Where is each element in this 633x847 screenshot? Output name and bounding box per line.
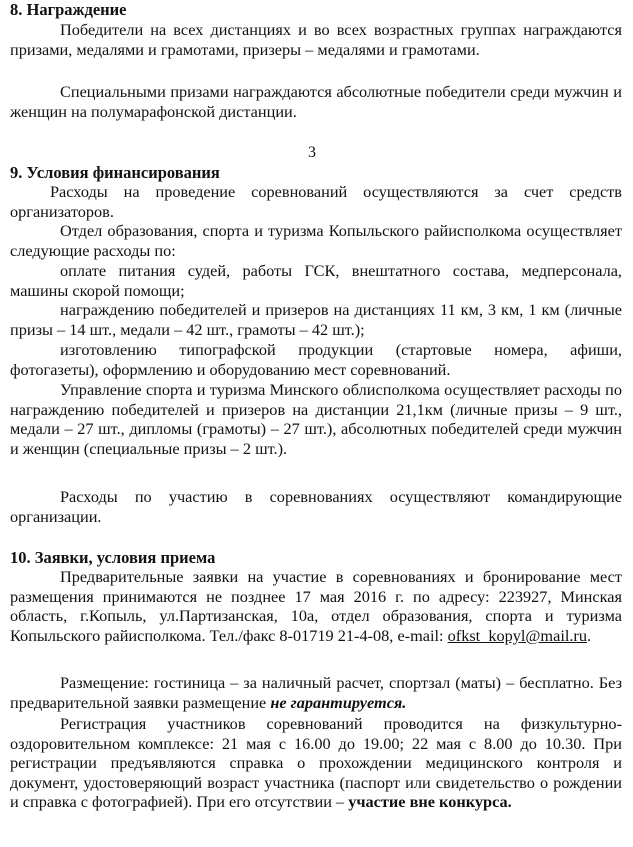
section-9-paragraph-3: оплате питания судей, работы ГСК, внештатного состава, медперсонала, машины скорой помощи;	[10, 261, 622, 300]
section-9-paragraph-4: награждению победителей и призеров на дистанциях 11 км, 3 км, 1 км (личные призы – 14 шт., медали – 42 шт., грамоты – 42 шт.);	[10, 300, 622, 339]
section-9-paragraph-1: Расходы на проведение соревнований осуществляются за счет средств организаторов.	[10, 182, 622, 221]
section-9-paragraph-6: Управление спорта и туризма Минского облисполкома осуществляет расходы по награждению победителей и призеров на дистанции 21,1км (личные призы – 9 шт., медали – 27 шт., дипломы (грамоты) – 27 шт.), абсолютных победителей среди мужчин и женщин (специальные призы – 2 шт.).	[10, 380, 622, 458]
section-9-paragraph-7: Расходы по участию в соревнованиях осуществляют командирующие организации.	[10, 487, 622, 526]
section-9-paragraph-2: Отдел образования, спорта и туризма Копыльского райисполкома осуществляет следующие расходы по:	[10, 221, 622, 260]
section-10-paragraph-3	[10, 714, 622, 812]
section-8-heading: 8. Награждение	[10, 0, 127, 19]
not-guaranteed-emphasis: не гарантируется.	[270, 692, 407, 712]
section-8-paragraph-1: Победители на всех дистанциях и во всех возрастных группах награждаются призами, медалями и грамотами, призеры – медалями и грамотами.	[10, 20, 622, 59]
section-10-paragraph-1-end: .	[587, 625, 592, 645]
section-10-paragraph-2-text: Размещение: гостиница – за наличный расчет, спортзал (маты) – бесплатно. Без предварительной заявки размещение	[10, 673, 622, 712]
section-10-paragraph-1-text: Предварительные заявки на участие в соревнованиях и бронирование мест размещения принимаются не позднее 17 мая 2016 г. по адресу: 223927, Минская область, г.Копыль, ул.Партизанская, 10а, отдел образования, спорта и туризма Копыльского райисполкома. Тел./факс 8-01719 21-4-08, e-mail:	[10, 567, 622, 645]
email-link[interactable]: ofkst_kopyl@mail.ru	[447, 625, 587, 645]
out-of-competition-emphasis: участие вне конкурса.	[348, 792, 512, 812]
section-10-paragraph-1	[10, 567, 622, 645]
section-10-paragraph-2	[10, 673, 622, 712]
section-9-heading: 9. Условия финансирования	[10, 163, 220, 182]
section-9-paragraph-5: изготовлению типографской продукции (стартовые номера, афиши, фотогазеты), оформлению и оборудованию мест соревнований.	[10, 340, 622, 379]
page-number: 3	[308, 144, 316, 161]
section-8-paragraph-2: Специальными призами награждаются абсолютные победители среди мужчин и женщин на полумарафонской дистанции.	[10, 82, 622, 121]
section-10-heading: 10. Заявки, условия приема	[10, 548, 216, 567]
section-10-paragraph-3-text: Регистрация участников соревнований проводится на физкультурно-оздоровительном комплексе: 21 мая с 16.00 до 19.00; 22 мая с 8.00 до 10.30. При регистрации предъявляются справка о прохождении медицинского контроля и документ, удостоверяющий возраст участника (паспорт или свидетельство о рождении и справка с фотографией). При его отсутствии –	[10, 714, 622, 812]
